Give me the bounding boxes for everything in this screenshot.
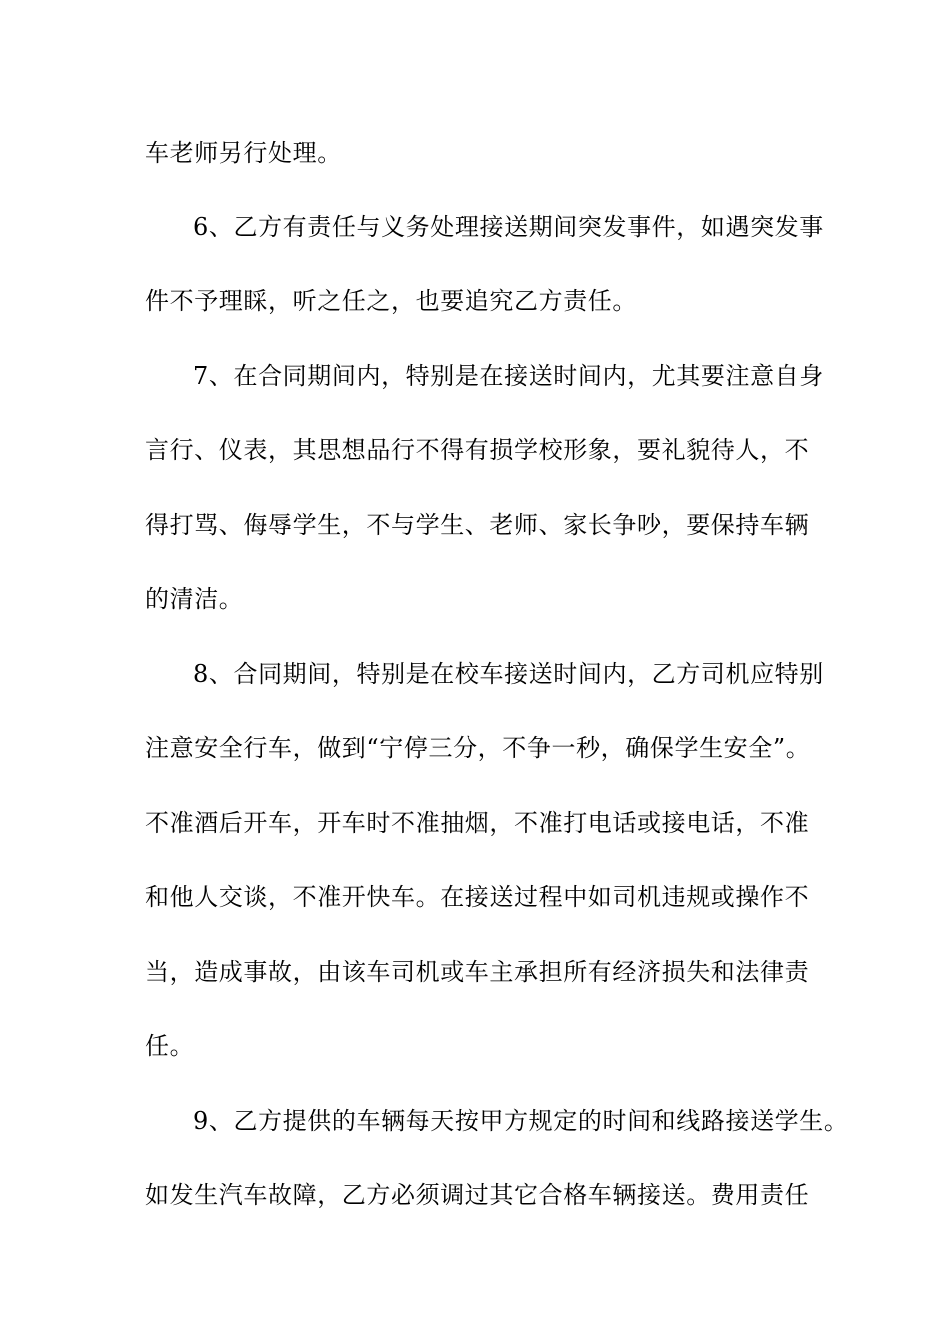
text-line: 不准酒后开车，开车时不准抽烟，不准打电话或接电话，不准 [145, 809, 810, 837]
text-line: 车老师另行处理。 [145, 139, 342, 167]
clause-8-line: 8、合同期间，特别是在校车接送时间内，乙方司机应特别 [193, 660, 824, 688]
text-line: 如发生汽车故障，乙方必须调过其它合格车辆接送。费用责任 [145, 1181, 810, 1209]
text-line: 得打骂、侮辱学生，不与学生、老师、家长争吵，要保持车辆 [145, 511, 810, 539]
text-line: 件不予理睬，听之任之，也要追究乙方责任。 [145, 287, 637, 315]
text-line: 的清洁。 [145, 585, 244, 613]
text-line: 注意安全行车，做到“宁停三分，不争一秒，确保学生安全”。 [145, 734, 811, 762]
text-line: 言行、仪表，其思想品行不得有损学校形象，要礼貌待人，不 [145, 436, 810, 464]
text-line: 任。 [145, 1032, 195, 1060]
text-line: 当，造成事故，由该车司机或车主承担所有经济损失和法律责 [145, 958, 810, 986]
clause-7-line: 7、在合同期间内，特别是在接送时间内，尤其要注意自身 [193, 362, 824, 390]
clause-9-line: 9、乙方提供的车辆每天按甲方规定的时间和线路接送学生。 [193, 1107, 849, 1135]
text-line: 和他人交谈，不准开快车。在接送过程中如司机违规或操作不 [145, 883, 810, 911]
clause-6-line: 6、乙方有责任与义务处理接送期间突发事件，如遇突发事 [193, 213, 824, 241]
